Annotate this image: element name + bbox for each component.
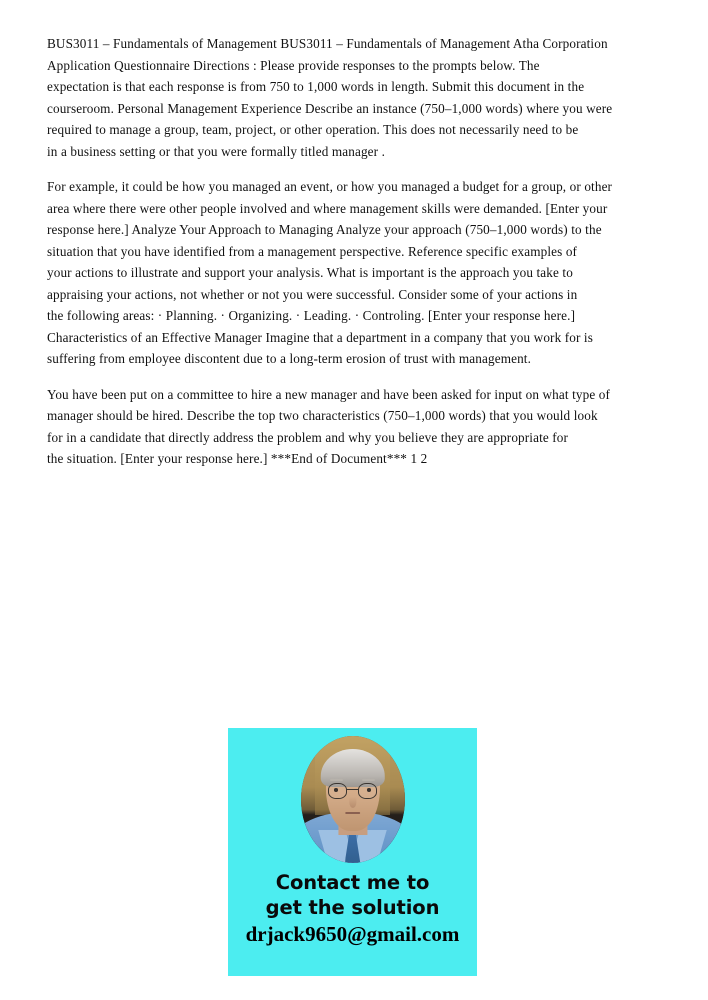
text-line: situation that you have identified from a management perspective. Reference specific examples of: [47, 243, 578, 259]
portrait-eyebrow-right: [362, 779, 376, 782]
text-line: suffering from employee discontent due to a long-term erosion of trust with management.: [47, 351, 532, 366]
text-line: appraising your actions, not whether or not you were successful. Consider some of your actions in: [47, 286, 578, 302]
text-line: You have been put on a committee to hire a new manager and have been asked for input on what type of: [47, 386, 610, 402]
document-body: [47, 33, 647, 484]
contact-promo-card: [228, 728, 477, 976]
portrait-mouth: [345, 812, 361, 814]
contact-email[interactable]: drjack9650@gmail.com: [245, 922, 460, 946]
text-line: For example, it could be how you managed an event, or how you managed a budget for a group, or other: [47, 179, 613, 194]
text-line: for in a candidate that directly address the problem and why you believe they are appropriate for: [47, 429, 569, 445]
text-line: your actions to illustrate and support your analysis. What is important is the approach you take to: [47, 265, 573, 280]
promo-heading-line-1: Contact me to: [275, 871, 430, 894]
text-line: Application Questionnaire Directions : Please provide responses to the prompts below. The: [47, 57, 540, 73]
text-line: required to manage a group, team, project, or other operation. This does not necessarily need to be: [47, 122, 579, 137]
eyeglasses-icon: [358, 783, 378, 799]
text-line: BUS3011 – Fundamentals of Management BUS3011 – Fundamentals of Management Atha Corporation: [47, 36, 608, 51]
promo-heading: [228, 870, 477, 920]
avatar: [301, 736, 405, 863]
paragraph-1: [47, 33, 647, 162]
text-line: the following areas: · Planning. · Organizing. · Leading. · Controling. [Enter your response here.]: [47, 308, 576, 323]
text-line: area where there were other people involved and where management skills were demanded. [Enter your: [47, 200, 608, 216]
text-line: the situation. [Enter your response here.] ***End of Document*** 1 2: [47, 451, 428, 466]
promo-heading-line-2: get the solution: [265, 896, 440, 919]
text-line: expectation is that each response is from 750 to 1,000 words in length. Submit this document in the: [47, 79, 585, 94]
eyeglasses-icon: [328, 783, 348, 799]
text-line: Characteristics of an Effective Manager Imagine that a department in a company that you work for is: [47, 329, 593, 345]
paragraph-3: [47, 384, 647, 470]
text-line: courseroom. Personal Management Experience Describe an instance (750–1,000 words) where you were: [47, 100, 613, 116]
portrait-eyebrow-left: [330, 779, 344, 782]
text-line: in a business setting or that you were formally titled manager .: [47, 143, 386, 159]
paragraph-2: [47, 176, 647, 370]
text-line: manager should be hired. Describe the top two characteristics (750–1,000 words) that you would look: [47, 408, 598, 423]
eyeglasses-bridge-icon: [347, 789, 357, 790]
text-line: response here.] Analyze Your Approach to Managing Analyze your approach (750–1,000 words) to the: [47, 222, 602, 237]
